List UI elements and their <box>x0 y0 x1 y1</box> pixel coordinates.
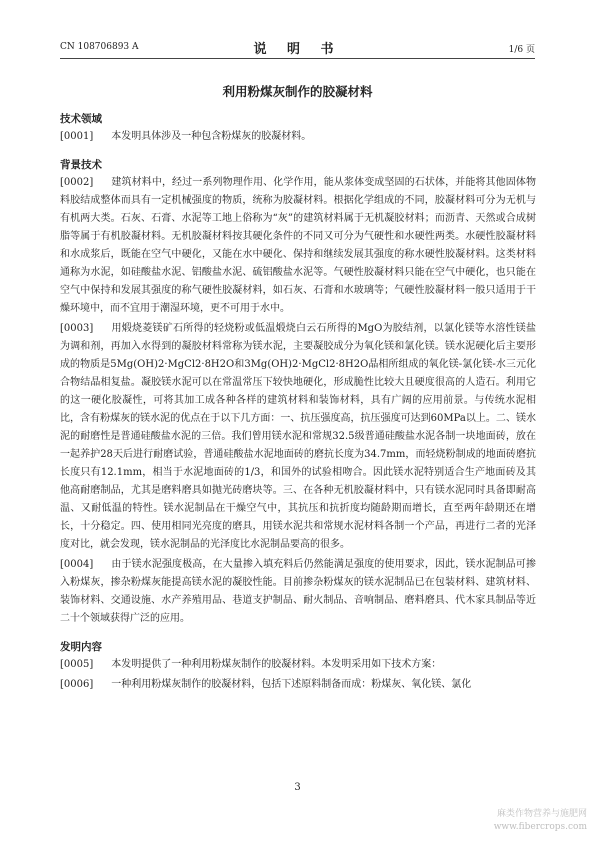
paragraph <box>60 128 536 146</box>
document-type: 说 明 书 <box>253 42 342 57</box>
paragraph <box>60 174 536 318</box>
section-heading-background: 背景技术 <box>60 159 102 171</box>
watermark-line-2: www.fibercrops.com <box>493 822 587 832</box>
page-number: 3 <box>294 782 301 793</box>
paragraph-number: [0004] <box>60 559 94 570</box>
document-title: 利用粉煤灰制作的胶凝材料 <box>222 84 373 99</box>
page-info: 1/6 页 <box>508 45 535 55</box>
watermark-line-1: 麻类作物营养与施肥网 <box>496 809 587 819</box>
paragraph-number: [0001] <box>60 131 94 142</box>
page-header <box>60 38 535 59</box>
paragraph-number: [0002] <box>60 177 94 188</box>
paragraph <box>60 656 536 674</box>
paragraph-number: [0003] <box>60 323 94 334</box>
paragraph-text: 本发明具体涉及一种包含粉煤灰的胶凝材料。 <box>111 131 312 142</box>
paragraph-number: [0006] <box>60 679 94 690</box>
paragraph-text: 由于镁水泥强度极高，在大量掺入填充料后仍然能满足强度的使用要求，因此，镁水泥制品可掺入粉煤灰，掺杂粉煤灰能提高镁水泥的凝胶性能。目前掺杂粉煤灰的镁水泥制品已在包装材料、建筑材料、装饰材料、交通设施、水产养殖用品、巷道支护制品、耐火制品、音响制品、磨料磨具、代木家具制品等近二十个领域获得广泛的应用。 <box>60 559 536 624</box>
paragraph-number: [0005] <box>60 659 94 670</box>
paragraph-text: 建筑材料中，经过一系列物理作用、化学作用，能从浆体变成坚固的石状体，并能将其他固体物料胶结成整体而具有一定机械强度的物质，统称为胶凝材料。根据化学组成的不同，胶凝材料可分为无机与有机两大类。石灰、石膏、水泥等工地上俗称为“灰”的建筑材料属于无机凝胶材料；而沥青、天然或合成树脂等属于有机胶凝材料。无机胶凝材料按其硬化条件的不同又可分为气硬性和水硬性两类。水硬性胶凝材料和水成浆后，既能在空气中硬化，又能在水中硬化、保持和继续发展其强度的称水硬性胶凝材料。这类材料通称为水泥，如硅酸盐水泥、铝酸盐水泥、硫铝酸盐水泥等。气硬性胶凝材料只能在空气中硬化，也只能在空气中保持和发展其强度的称气硬性胶凝材料，如石灰、石膏和水玻璃等；气硬性胶凝材料一般只适用于干燥环境中，而不宜用于潮湿环境，更不可用于水中。 <box>60 177 536 314</box>
paragraph <box>60 556 536 628</box>
paragraph <box>60 676 536 694</box>
watermark <box>494 808 587 834</box>
publication-number: CN 108706893 A <box>60 42 139 52</box>
section-heading-summary: 发明内容 <box>60 641 102 653</box>
paragraph-text: 用煅烧菱镁矿石所得的轻烧粉或低温煅烧白云石所得的MgO为胶结剂，以氯化镁等水溶性镁盐为调和剂，再加入水得到的凝胶材料常称为镁水泥，主要凝胶成分为氧化镁和氯化镁。镁水泥硬化后主要形成的物质是5Mg(OH)2·MgCl2·8H2O和3Mg(OH)2·MgCl2·8H2O晶相所组成的氧化镁-氯化镁-水三元化合物结晶相复盐。凝胶镁水泥可以在常温常压下较快地硬化，形成脆性比较大且硬度很高的人造石。利用它的这一硬化胶凝性，可将其加工成各种各样的建筑材料和装饰材料，具有广阔的应用前景。与传统水泥相比，含有粉煤灰的镁水泥的优点在于以下几方面：一、抗压强度高，抗压强度可达到60MPa以上。二、镁水泥的耐磨性是普通硅酸盐水泥的三倍。我们曾用镁水泥和常规32.5级普通硅酸盐水泥各制一块地面砖，放在一起养护28天后进行耐磨试验，普通硅酸盐水泥地面砖的磨抗长度为34.7mm，而轻烧粉制成的地面砖磨抗长度只有12.1mm，相当于水泥地面砖的1/3，和国外的试验相吻合。因此镁水泥特别适合生产地面砖及其他高耐磨制品，尤其是磨料磨具如抛光砖磨块等。三、在各种无机胶凝材料中，只有镁水泥同时具备即耐高温、又耐低温的特性。镁水泥制品在干燥空气中，其抗压和抗折度均随龄期而增长，直至两年龄期还在增长，十分稳定。四、使用相同光亮度的磨具，用镁水泥共和常规水泥材料各制一个产品，再进行二者的光泽度对比，就会发现，镁水泥制品的光泽度比水泥制品要高的很多。 <box>60 323 536 550</box>
document-body <box>60 110 536 694</box>
paragraph <box>60 320 536 554</box>
paragraph-text: 本发明提供了一种利用粉煤灰制作的胶凝材料。本发明采用如下技术方案： <box>111 659 442 670</box>
paragraph-text: 一种利用粉煤灰制作的胶凝材料，包括下述原料制备而成：粉煤灰、氧化镁、氯化 <box>111 679 472 690</box>
section-heading-tech-field: 技术领域 <box>60 113 102 125</box>
